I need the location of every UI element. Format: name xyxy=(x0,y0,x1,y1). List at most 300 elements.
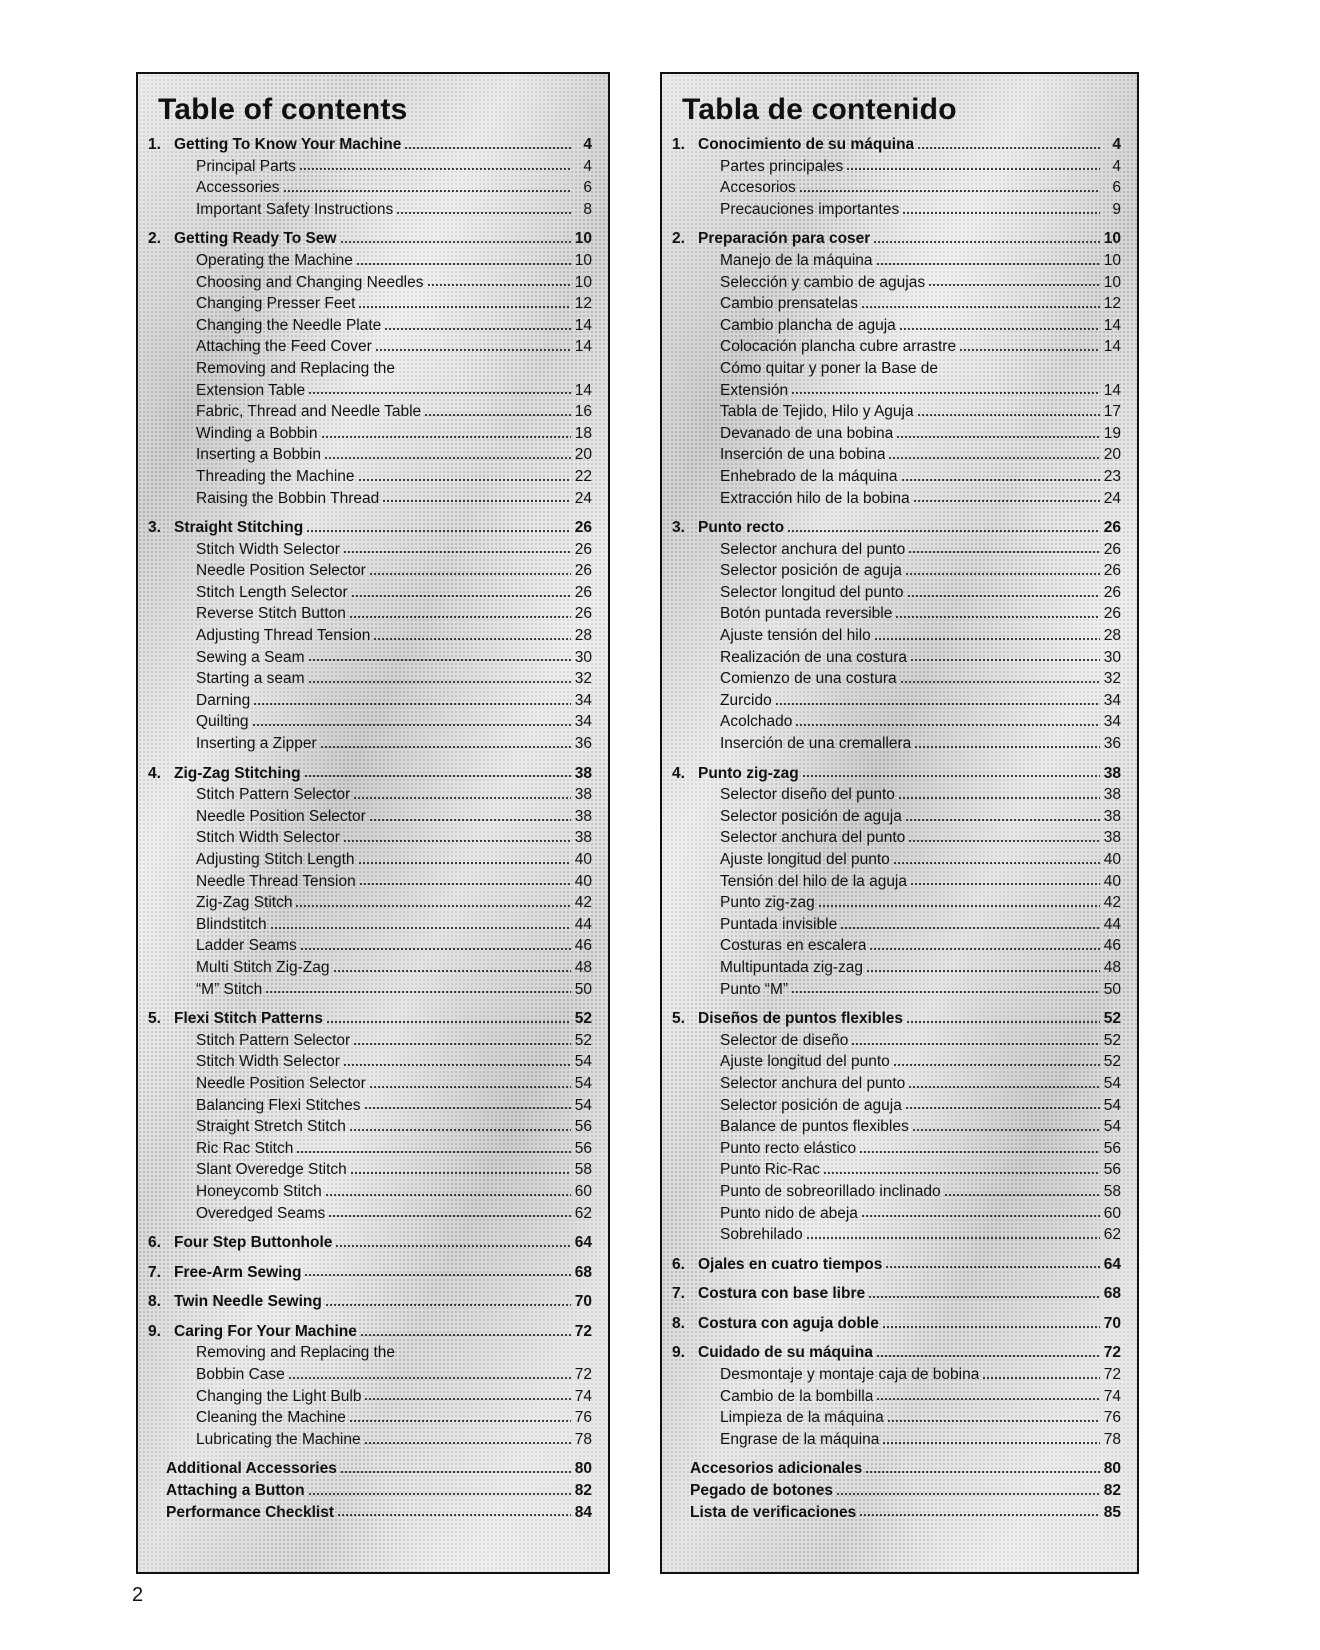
toc-entry-label: Preparación para coser xyxy=(698,230,871,248)
toc-entry-label: Starting a seam xyxy=(196,670,305,688)
toc-dot-leader xyxy=(910,882,1100,886)
toc-dot-leader xyxy=(337,1513,571,1517)
toc-page-number: 26 xyxy=(574,583,592,601)
toc-dot-leader xyxy=(324,456,571,460)
toc-entry xyxy=(148,582,592,604)
toc-entry xyxy=(148,668,592,690)
toc-dot-leader xyxy=(902,211,1100,215)
toc-page-number: 14 xyxy=(574,316,592,334)
toc-entry xyxy=(672,603,1121,625)
toc-entry xyxy=(148,423,592,445)
toc-page-number: 42 xyxy=(574,894,592,912)
toc-entry xyxy=(148,1138,592,1160)
toc-dot-leader xyxy=(384,327,571,331)
toc-dot-leader xyxy=(350,1171,571,1175)
toc-entry xyxy=(672,1073,1121,1095)
toc-section-number: 7. xyxy=(672,1285,685,1303)
toc-dot-leader xyxy=(375,348,571,352)
toc-dot-leader xyxy=(791,391,1100,395)
toc-entry-label: Cuidado de su máquina xyxy=(698,1344,873,1362)
toc-page-number: 17 xyxy=(1103,403,1121,421)
toc-dot-leader xyxy=(427,283,572,287)
toc-dot-leader xyxy=(799,189,1100,193)
toc-entry xyxy=(148,733,592,755)
toc-dot-leader xyxy=(876,262,1100,266)
toc-entry xyxy=(672,358,1121,380)
toc-dot-leader xyxy=(868,1295,1100,1299)
toc-entry xyxy=(148,1429,592,1451)
toc-dot-leader xyxy=(882,1325,1100,1329)
toc-dot-leader xyxy=(270,926,571,930)
toc-page-number: 24 xyxy=(574,489,592,507)
toc-page-number: 20 xyxy=(1103,446,1121,464)
toc-page-number: 56 xyxy=(1103,1139,1121,1157)
toc-entry xyxy=(148,380,592,402)
toc-entry xyxy=(148,784,592,806)
toc-section-heading xyxy=(148,1480,592,1502)
toc-section-number: 8. xyxy=(148,1293,161,1311)
toc-page-number: 26 xyxy=(574,562,592,580)
toc-entry-label: Needle Position Selector xyxy=(196,807,366,825)
toc-entry xyxy=(672,871,1121,893)
toc-dot-leader xyxy=(343,550,571,554)
toc-page-number: 38 xyxy=(1103,829,1121,847)
toc-dot-leader xyxy=(396,211,571,215)
toc-page-number: 10 xyxy=(574,273,592,291)
toc-page-number: 74 xyxy=(1103,1387,1121,1405)
toc-entry-label: Lubricating the Machine xyxy=(196,1430,361,1448)
toc-entry xyxy=(148,827,592,849)
toc-page-number: 10 xyxy=(1103,251,1121,269)
toc-entry xyxy=(148,358,592,380)
toc-page-number: 14 xyxy=(1103,381,1121,399)
toc-entry xyxy=(148,250,592,272)
toc-dot-leader xyxy=(823,1171,1100,1175)
toc-entry-label: Ajuste longitud del punto xyxy=(720,1053,890,1071)
toc-entry xyxy=(148,293,592,315)
toc-entry-label: Operating the Machine xyxy=(196,251,353,269)
toc-page-number: 38 xyxy=(574,764,592,782)
toc-section-number: 1. xyxy=(148,136,161,153)
toc-page-number: 12 xyxy=(1103,295,1121,313)
toc-dot-leader xyxy=(908,550,1100,554)
toc-dot-leader xyxy=(349,1419,571,1423)
toc-entry-label: Adjusting Thread Tension xyxy=(196,627,371,645)
toc-dot-leader xyxy=(893,1063,1100,1067)
toc-page-number: 10 xyxy=(574,230,592,248)
toc-entry-label: Punto recto elástico xyxy=(720,1139,857,1157)
toc-entry xyxy=(672,733,1121,755)
toc-section-number: 7. xyxy=(148,1263,161,1281)
toc-dot-leader xyxy=(351,594,571,598)
toc-entry-label: Zig-Zag Stitch xyxy=(196,894,293,912)
toc-section-number: 9. xyxy=(672,1344,685,1362)
toc-dot-leader xyxy=(882,1441,1100,1445)
toc-section-heading xyxy=(672,1313,1121,1335)
toc-entry-label: Accessories xyxy=(196,179,280,197)
toc-page-number: 72 xyxy=(1103,1344,1121,1362)
toc-dot-leader xyxy=(851,1042,1100,1046)
toc-page-number: 54 xyxy=(574,1074,592,1092)
toc-page-number: 26 xyxy=(574,519,592,537)
toc-section-number: 4. xyxy=(148,764,161,782)
toc-dot-leader xyxy=(283,189,571,193)
toc-dot-leader xyxy=(325,1193,571,1197)
toc-dot-leader xyxy=(908,839,1100,843)
toc-dot-leader xyxy=(306,529,571,533)
toc-dot-leader xyxy=(340,240,572,244)
toc-dot-leader xyxy=(928,283,1100,287)
toc-entry xyxy=(672,1138,1121,1160)
toc-dot-leader xyxy=(874,637,1100,641)
toc-section-heading xyxy=(148,1291,592,1313)
toc-entry-label: Sewing a Seam xyxy=(196,648,305,666)
toc-page-number: 50 xyxy=(1103,980,1121,998)
toc-entry xyxy=(148,539,592,561)
toc-entry-label: Engrase de la máquina xyxy=(720,1430,880,1448)
toc-dot-leader xyxy=(791,990,1100,994)
toc-dot-leader xyxy=(359,882,571,886)
toc-entry-label: Ric Rac Stitch xyxy=(196,1139,294,1157)
toc-page-number: 26 xyxy=(1103,562,1121,580)
toc-section-heading xyxy=(148,1262,592,1284)
toc-dot-leader xyxy=(917,146,1100,150)
toc-entry-label: Straight Stitching xyxy=(174,519,304,537)
toc-entry xyxy=(148,1051,592,1073)
toc-page-number: 26 xyxy=(574,605,592,623)
toc-page-number: 38 xyxy=(1103,764,1121,782)
toc-entry-label: Ajuste tensión del hilo xyxy=(720,627,871,645)
toc-page-number: 10 xyxy=(1103,230,1121,248)
toc-page-number: 34 xyxy=(574,691,592,709)
toc-entry xyxy=(672,488,1121,510)
spanish-toc-panel xyxy=(660,72,1139,1574)
toc-entry xyxy=(148,957,592,979)
toc-entry-label: Costura con base libre xyxy=(698,1285,866,1303)
toc-entry xyxy=(672,935,1121,957)
toc-page-number: 26 xyxy=(1103,583,1121,601)
toc-section-heading xyxy=(672,134,1121,156)
toc-entry xyxy=(148,711,592,733)
toc-entry xyxy=(672,560,1121,582)
toc-dot-leader xyxy=(265,990,571,994)
toc-dot-leader xyxy=(861,305,1100,309)
toc-entry-label: Balancing Flexi Stitches xyxy=(196,1096,361,1114)
toc-dot-leader xyxy=(901,478,1100,482)
toc-entry xyxy=(148,892,592,914)
toc-entry xyxy=(672,315,1121,337)
toc-entry-label: Cleaning the Machine xyxy=(196,1409,346,1427)
toc-entry-label: Inserting a Bobbin xyxy=(196,446,321,464)
toc-entry-label: Inserción de una cremallera xyxy=(720,735,912,753)
toc-page-number: 4 xyxy=(583,136,592,153)
toc-page-number: 70 xyxy=(574,1293,592,1311)
toc-entry xyxy=(672,647,1121,669)
toc-entry-label: Four Step Buttonhole xyxy=(174,1234,333,1252)
toc-entry xyxy=(148,466,592,488)
toc-entry-label: Slant Overedge Stitch xyxy=(196,1161,347,1179)
toc-page-number: 52 xyxy=(1103,1010,1121,1028)
toc-page-number: 32 xyxy=(574,670,592,688)
toc-entry xyxy=(672,1386,1121,1408)
toc-page-number: 84 xyxy=(574,1503,592,1521)
toc-section-number: 5. xyxy=(672,1010,685,1028)
toc-dot-leader xyxy=(364,1441,571,1445)
toc-entry-label: Desmontaje y montaje caja de bobina xyxy=(720,1366,980,1384)
toc-section-heading xyxy=(148,1458,592,1480)
toc-dot-leader xyxy=(876,1397,1100,1401)
toc-page-number: 72 xyxy=(574,1322,592,1340)
toc-section-heading xyxy=(672,1008,1121,1030)
toc-page-number: 40 xyxy=(574,872,592,890)
toc-entry-label: Punto “M” xyxy=(720,980,789,998)
toc-dot-leader xyxy=(802,774,1100,778)
toc-dot-leader xyxy=(353,1042,571,1046)
toc-dot-leader xyxy=(320,745,571,749)
toc-section-number: 9. xyxy=(148,1322,161,1340)
toc-page-number: 54 xyxy=(1103,1118,1121,1136)
toc-page-number: 48 xyxy=(1103,958,1121,976)
toc-entry xyxy=(672,957,1121,979)
toc-dot-leader xyxy=(806,1236,1100,1240)
toc-dot-leader xyxy=(325,1303,571,1307)
toc-entry-label: Lista de verificaciones xyxy=(690,1503,857,1521)
toc-section-number: 2. xyxy=(672,230,685,248)
toc-entry-label: Botón puntada reversible xyxy=(720,605,893,623)
toc-entry-label: Accesorios adicionales xyxy=(690,1460,863,1478)
toc-entry xyxy=(672,979,1121,1001)
toc-entry-label: Realización de una costura xyxy=(720,648,907,666)
toc-page-number: 36 xyxy=(1103,735,1121,753)
toc-entry-label: Selector posición de aguja xyxy=(720,562,902,580)
toc-entry-label: Stitch Pattern Selector xyxy=(196,786,351,804)
toc-dot-leader xyxy=(364,1106,571,1110)
toc-dot-leader xyxy=(360,1333,571,1337)
toc-entry-label: Removing and Replacing the xyxy=(196,1344,396,1362)
toc-dot-leader xyxy=(888,456,1100,460)
toc-section-heading xyxy=(672,228,1121,250)
toc-section-number: 4. xyxy=(672,764,685,782)
toc-dot-leader xyxy=(944,1193,1100,1197)
toc-page-number: 56 xyxy=(574,1118,592,1136)
toc-section-heading xyxy=(672,1283,1121,1305)
spanish-toc-title: Tabla de contenido xyxy=(682,93,957,126)
toc-dot-leader xyxy=(900,680,1100,684)
toc-page-number: 26 xyxy=(1103,540,1121,558)
toc-page-number: 14 xyxy=(574,338,592,356)
toc-page-number: 38 xyxy=(1103,786,1121,804)
toc-entry-label: Cambio plancha de aguja xyxy=(720,316,896,334)
toc-dot-leader xyxy=(343,839,571,843)
toc-dot-leader xyxy=(253,702,571,706)
toc-section-number: 1. xyxy=(672,136,685,153)
toc-entry xyxy=(672,423,1121,445)
toc-entry-label: Precauciones importantes xyxy=(720,200,900,218)
spanish-toc-list xyxy=(672,134,1121,1523)
toc-entry xyxy=(672,1095,1121,1117)
toc-entry-label: Tabla de Tejido, Hilo y Aguja xyxy=(720,403,914,421)
toc-entry-label: Bobbin Case xyxy=(196,1366,285,1384)
page-number: 2 xyxy=(132,1584,144,1606)
toc-entry-label: Stitch Width Selector xyxy=(196,540,340,558)
toc-entry-label: Choosing and Changing Needles xyxy=(196,273,424,291)
toc-dot-leader xyxy=(795,723,1100,727)
toc-entry-label: Limpieza de la máquina xyxy=(720,1409,884,1427)
toc-entry-label: Selector anchura del punto xyxy=(720,540,906,558)
toc-entry-label: Raising the Bobbin Thread xyxy=(196,489,380,507)
toc-page-number: 68 xyxy=(574,1263,592,1281)
toc-entry-label: Stitch Pattern Selector xyxy=(196,1031,351,1049)
toc-page-number: 38 xyxy=(1103,807,1121,825)
toc-entry xyxy=(672,1224,1121,1246)
toc-entry xyxy=(148,488,592,510)
toc-entry-label: Overedged Seams xyxy=(196,1204,326,1222)
toc-page-number: 44 xyxy=(574,915,592,933)
toc-dot-leader xyxy=(333,969,571,973)
toc-dot-leader xyxy=(358,478,571,482)
toc-entry-label: Cómo quitar y poner la Base de xyxy=(720,359,938,377)
toc-page-number: 14 xyxy=(574,381,592,399)
toc-entry-label: Adjusting Stitch Length xyxy=(196,851,355,868)
toc-entry-label: Accesorios xyxy=(720,179,796,197)
toc-page-number: 48 xyxy=(574,958,592,976)
toc-entry-label: Cambio de la bombilla xyxy=(720,1387,874,1405)
toc-page-number: 62 xyxy=(574,1204,592,1222)
toc-entry-label: Threading the Machine xyxy=(196,467,355,485)
toc-dot-leader xyxy=(775,702,1100,706)
toc-page-number: 54 xyxy=(1103,1096,1121,1114)
toc-dot-leader xyxy=(913,499,1100,503)
toc-entry xyxy=(672,1203,1121,1225)
toc-entry-label: Punto de sobreorillado inclinado xyxy=(720,1182,941,1200)
toc-dot-leader xyxy=(905,1106,1100,1110)
toc-dot-leader xyxy=(304,1273,571,1277)
toc-entry-label: Selector posición de aguja xyxy=(720,1096,902,1114)
toc-dot-leader xyxy=(914,745,1100,749)
toc-dot-leader xyxy=(836,1492,1100,1496)
toc-entry xyxy=(672,806,1121,828)
toc-page-number: 14 xyxy=(1103,316,1121,334)
toc-entry xyxy=(672,625,1121,647)
toc-entry xyxy=(672,892,1121,914)
toc-entry-label: Cambio prensatelas xyxy=(720,295,858,313)
toc-dot-leader xyxy=(356,262,571,266)
toc-page-number: 18 xyxy=(574,424,592,442)
toc-entry-label: Reverse Stitch Button xyxy=(196,605,346,623)
toc-dot-leader xyxy=(349,615,571,619)
toc-section-heading xyxy=(148,1321,592,1343)
toc-entry-label: Selector anchura del punto xyxy=(720,829,906,847)
toc-entry-label: Ojales en cuatro tiempos xyxy=(698,1255,883,1273)
toc-page-number: 80 xyxy=(574,1460,592,1478)
toc-entry xyxy=(672,380,1121,402)
toc-entry-label: Extensión xyxy=(720,381,789,399)
toc-entry-label: Selector de diseño xyxy=(720,1031,849,1049)
toc-entry xyxy=(148,199,592,221)
toc-entry-label: Punto zig-zag xyxy=(720,894,815,912)
toc-page-number: 22 xyxy=(574,467,592,485)
toc-dot-leader xyxy=(369,818,571,822)
toc-page-number: 70 xyxy=(1103,1314,1121,1332)
toc-dot-leader xyxy=(288,1376,571,1380)
toc-entry-label: Inserción de una bobina xyxy=(720,446,886,464)
toc-dot-leader xyxy=(364,1397,571,1401)
toc-page-number: 76 xyxy=(1103,1409,1121,1427)
toc-section-heading xyxy=(672,1342,1121,1364)
toc-entry-label: Extension Table xyxy=(196,381,306,399)
toc-dot-leader xyxy=(861,1214,1100,1218)
toc-entry-label: Fabric, Thread and Needle Table xyxy=(196,403,422,421)
toc-entry xyxy=(148,690,592,712)
toc-dot-leader xyxy=(252,723,571,727)
toc-page-number: 52 xyxy=(574,1031,592,1049)
toc-dot-leader xyxy=(308,391,571,395)
toc-page-number: 36 xyxy=(574,735,592,753)
toc-page-number: 46 xyxy=(574,937,592,955)
toc-page-number: 38 xyxy=(574,807,592,825)
toc-entry xyxy=(148,935,592,957)
toc-entry-label: Blindstitch xyxy=(196,915,267,933)
toc-page-number: 40 xyxy=(574,851,592,868)
toc-page-number: 38 xyxy=(574,786,592,804)
toc-entry-label: Pegado de botones xyxy=(690,1482,833,1500)
toc-section-number: 3. xyxy=(148,519,161,537)
toc-page-number: 32 xyxy=(1103,670,1121,688)
toc-entry xyxy=(672,336,1121,358)
toc-entry xyxy=(148,1203,592,1225)
toc-entry xyxy=(672,156,1121,178)
toc-section-heading xyxy=(148,517,592,539)
toc-entry-label: Selección y cambio de agujas xyxy=(720,273,926,291)
toc-dot-leader xyxy=(299,167,571,171)
toc-section-heading xyxy=(148,763,592,785)
toc-entry xyxy=(148,1116,592,1138)
toc-entry xyxy=(148,914,592,936)
toc-page-number: 38 xyxy=(574,829,592,847)
toc-page-number: 4 xyxy=(1112,136,1121,153)
toc-entry xyxy=(148,272,592,294)
toc-entry xyxy=(672,849,1121,871)
toc-dot-leader xyxy=(818,904,1100,908)
toc-dot-leader xyxy=(959,348,1100,352)
toc-entry-label: Balance de puntos flexibles xyxy=(720,1118,909,1136)
toc-dot-leader xyxy=(787,529,1100,533)
toc-dot-leader xyxy=(896,435,1100,439)
toc-entry-label: Conocimiento de su máquina xyxy=(698,136,915,153)
toc-entry-label: Changing the Light Bulb xyxy=(196,1387,362,1405)
toc-entry xyxy=(672,272,1121,294)
toc-entry-label: Winding a Bobbin xyxy=(196,424,318,442)
toc-entry xyxy=(672,250,1121,272)
toc-entry-label: Twin Needle Sewing xyxy=(174,1293,322,1311)
toc-page-number: 78 xyxy=(574,1430,592,1448)
toc-entry-label: Punto nido de abeja xyxy=(720,1204,858,1222)
toc-entry xyxy=(148,1095,592,1117)
toc-entry xyxy=(672,177,1121,199)
toc-dot-leader xyxy=(424,413,571,417)
toc-entry-label: Removing and Replacing the xyxy=(196,359,396,377)
toc-section-heading xyxy=(672,1254,1121,1276)
toc-entry-label: Stitch Width Selector xyxy=(196,829,340,847)
toc-page-number: 62 xyxy=(1103,1226,1121,1244)
toc-entry-label: Changing the Needle Plate xyxy=(196,316,382,334)
toc-page-number: 9 xyxy=(1112,200,1121,218)
toc-entry xyxy=(672,539,1121,561)
toc-entry-label: Sobrehilado xyxy=(720,1226,803,1244)
toc-entry xyxy=(672,1159,1121,1181)
toc-entry-label: Manejo de la máquina xyxy=(720,251,873,269)
toc-dot-leader xyxy=(846,167,1100,171)
